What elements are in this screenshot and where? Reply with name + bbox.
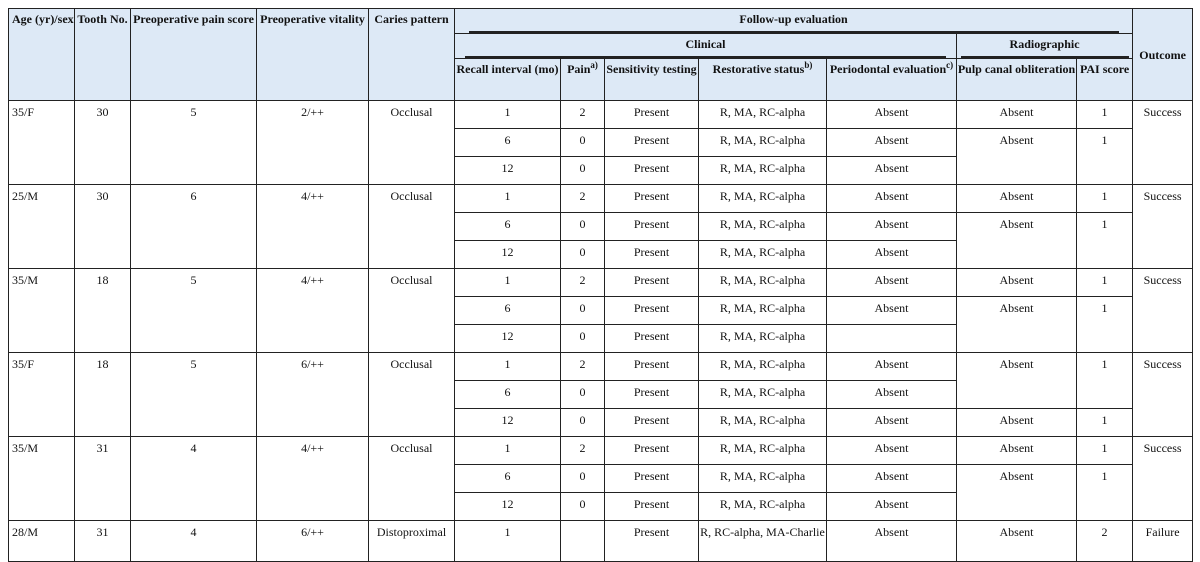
cell-recall: 12 xyxy=(455,493,561,521)
cell-sensitivity: Present xyxy=(605,269,699,297)
header-restorative-label: Restorative status xyxy=(712,62,805,76)
cell-pain: 0 xyxy=(561,409,605,437)
table-row xyxy=(9,353,1193,381)
cell-restorative: R, MA, RC-alpha xyxy=(699,185,827,213)
table-row xyxy=(9,185,1193,213)
header-sensitivity: Sensitivity testing xyxy=(605,59,699,101)
cell-restorative: R, MA, RC-alpha xyxy=(699,437,827,465)
cell-recall: 12 xyxy=(455,409,561,437)
cell-pulp: Absent xyxy=(957,353,1077,409)
table-container xyxy=(8,8,1192,562)
cell-pai: 1 xyxy=(1077,101,1133,129)
cell-recall: 6 xyxy=(455,297,561,325)
cell-vitality: 6/++ xyxy=(257,353,369,437)
header-pain-label: Pain xyxy=(567,62,591,76)
cell-vitality: 2/++ xyxy=(257,101,369,185)
cell-pain: 2 xyxy=(561,101,605,129)
cell-tooth: 30 xyxy=(75,185,131,269)
cell-restorative: R, MA, RC-alpha xyxy=(699,157,827,185)
header-clinical-label: Clinical xyxy=(465,36,946,58)
cell-pai: 1 xyxy=(1077,465,1133,521)
cell-pain: 0 xyxy=(561,297,605,325)
header-caries: Caries pattern xyxy=(369,9,455,101)
cell-pulp: Absent xyxy=(957,409,1077,437)
header-restorative-footnote: b) xyxy=(804,60,813,70)
cell-periodontal: Absent xyxy=(827,521,957,562)
cell-pain-score: 5 xyxy=(131,101,257,185)
header-pai: PAI score xyxy=(1077,59,1133,101)
header-periodontal-footnote: c) xyxy=(946,60,954,70)
table-row xyxy=(9,101,1193,129)
cell-pain: 2 xyxy=(561,185,605,213)
header-pain-score: Preoperative pain score xyxy=(131,9,257,101)
cell-outcome: Success xyxy=(1133,437,1193,521)
cell-tooth: 18 xyxy=(75,353,131,437)
cell-pai: 1 xyxy=(1077,297,1133,353)
cell-pain-score: 6 xyxy=(131,185,257,269)
cell-restorative: R, MA, RC-alpha xyxy=(699,409,827,437)
cell-recall: 12 xyxy=(455,157,561,185)
cell-outcome: Success xyxy=(1133,101,1193,185)
cell-age: 28/M xyxy=(9,521,75,562)
cell-pai: 1 xyxy=(1077,185,1133,213)
header-tooth: Tooth No. xyxy=(75,9,131,101)
header-followup xyxy=(455,9,1133,34)
cell-pai: 1 xyxy=(1077,353,1133,409)
cell-restorative: R, MA, RC-alpha xyxy=(699,213,827,241)
header-pulp: Pulp canal obliteration xyxy=(957,59,1077,101)
cell-sensitivity: Present xyxy=(605,129,699,157)
cell-vitality: 4/++ xyxy=(257,437,369,521)
cell-age: 35/F xyxy=(9,353,75,437)
cell-recall: 12 xyxy=(455,241,561,269)
header-periodontal-label: Periodontal evaluation xyxy=(829,62,947,76)
cell-periodontal: Absent xyxy=(827,269,957,297)
cell-pulp: Absent xyxy=(957,269,1077,297)
cell-periodontal: Absent xyxy=(827,465,957,493)
cell-pain: 0 xyxy=(561,381,605,409)
cell-periodontal: Absent xyxy=(827,213,957,241)
cell-vitality: 4/++ xyxy=(257,185,369,269)
header-periodontal xyxy=(827,59,957,101)
cell-recall: 1 xyxy=(455,185,561,213)
cell-age: 35/F xyxy=(9,101,75,185)
cell-periodontal: Absent xyxy=(827,185,957,213)
cell-outcome: Success xyxy=(1133,353,1193,437)
cell-tooth: 31 xyxy=(75,521,131,562)
cell-sensitivity: Present xyxy=(605,409,699,437)
cell-pain: 2 xyxy=(561,269,605,297)
cell-periodontal: Absent xyxy=(827,409,957,437)
cell-caries: Occlusal xyxy=(369,269,455,353)
cell-pulp: Absent xyxy=(957,521,1077,562)
cell-pai: 1 xyxy=(1077,129,1133,185)
cell-sensitivity: Present xyxy=(605,157,699,185)
cell-recall: 1 xyxy=(455,437,561,465)
cell-sensitivity: Present xyxy=(605,437,699,465)
cell-tooth: 18 xyxy=(75,269,131,353)
cell-periodontal xyxy=(827,325,957,353)
header-followup-label: Follow-up evaluation xyxy=(469,11,1119,33)
cell-pai: 1 xyxy=(1077,213,1133,269)
cell-pai: 1 xyxy=(1077,269,1133,297)
cell-periodontal: Absent xyxy=(827,157,957,185)
cell-restorative: R, MA, RC-alpha xyxy=(699,325,827,353)
cell-pulp: Absent xyxy=(957,213,1077,269)
cell-restorative: R, RC-alpha, MA-Charlie xyxy=(699,521,827,562)
cell-tooth: 30 xyxy=(75,101,131,185)
cell-recall: 1 xyxy=(455,101,561,129)
cell-pai: 2 xyxy=(1077,521,1133,562)
cell-sensitivity: Present xyxy=(605,325,699,353)
cell-restorative: R, MA, RC-alpha xyxy=(699,297,827,325)
cell-pulp: Absent xyxy=(957,129,1077,185)
table-row xyxy=(9,269,1193,297)
cell-outcome: Success xyxy=(1133,185,1193,269)
follow-up-table xyxy=(8,8,1193,562)
header-radiographic-label: Radiographic xyxy=(961,36,1129,58)
header-outcome: Outcome xyxy=(1133,9,1193,101)
header-radiographic xyxy=(957,34,1133,59)
cell-vitality: 6/++ xyxy=(257,521,369,562)
cell-caries: Occlusal xyxy=(369,353,455,437)
cell-pain xyxy=(561,521,605,562)
cell-sensitivity: Present xyxy=(605,493,699,521)
cell-recall: 1 xyxy=(455,269,561,297)
cell-vitality: 4/++ xyxy=(257,269,369,353)
cell-restorative: R, MA, RC-alpha xyxy=(699,269,827,297)
cell-outcome: Failure xyxy=(1133,521,1193,562)
cell-pulp: Absent xyxy=(957,101,1077,129)
cell-periodontal: Absent xyxy=(827,437,957,465)
header-age: Age (yr)/sex xyxy=(9,9,75,101)
cell-periodontal: Absent xyxy=(827,101,957,129)
cell-pain: 2 xyxy=(561,437,605,465)
header-clinical xyxy=(455,34,957,59)
cell-recall: 6 xyxy=(455,381,561,409)
cell-restorative: R, MA, RC-alpha xyxy=(699,381,827,409)
cell-pain: 2 xyxy=(561,353,605,381)
cell-sensitivity: Present xyxy=(605,241,699,269)
cell-sensitivity: Present xyxy=(605,185,699,213)
cell-caries: Occlusal xyxy=(369,101,455,185)
table-row xyxy=(9,437,1193,465)
cell-restorative: R, MA, RC-alpha xyxy=(699,353,827,381)
header-restorative xyxy=(699,59,827,101)
cell-recall: 6 xyxy=(455,129,561,157)
header-pain-footnote: a) xyxy=(590,60,598,70)
cell-caries: Occlusal xyxy=(369,437,455,521)
cell-pai: 1 xyxy=(1077,437,1133,465)
cell-pulp: Absent xyxy=(957,437,1077,465)
cell-pain: 0 xyxy=(561,465,605,493)
cell-restorative: R, MA, RC-alpha xyxy=(699,465,827,493)
cell-pain-score: 4 xyxy=(131,437,257,521)
cell-age: 35/M xyxy=(9,269,75,353)
cell-pain: 0 xyxy=(561,241,605,269)
cell-restorative: R, MA, RC-alpha xyxy=(699,129,827,157)
cell-caries: Occlusal xyxy=(369,185,455,269)
cell-pain: 0 xyxy=(561,325,605,353)
cell-sensitivity: Present xyxy=(605,101,699,129)
header-pain xyxy=(561,59,605,101)
cell-pain: 0 xyxy=(561,157,605,185)
header-vitality: Preoperative vitality xyxy=(257,9,369,101)
cell-sensitivity: Present xyxy=(605,521,699,562)
cell-sensitivity: Present xyxy=(605,213,699,241)
cell-restorative: R, MA, RC-alpha xyxy=(699,241,827,269)
cell-recall: 12 xyxy=(455,325,561,353)
cell-periodontal: Absent xyxy=(827,353,957,381)
cell-pulp: Absent xyxy=(957,297,1077,353)
cell-periodontal: Absent xyxy=(827,297,957,325)
cell-recall: 6 xyxy=(455,213,561,241)
cell-periodontal: Absent xyxy=(827,241,957,269)
cell-recall: 1 xyxy=(455,353,561,381)
cell-pain-score: 4 xyxy=(131,521,257,562)
cell-pain: 0 xyxy=(561,493,605,521)
cell-recall: 6 xyxy=(455,465,561,493)
table-row xyxy=(9,521,1193,562)
cell-periodontal: Absent xyxy=(827,381,957,409)
cell-pulp: Absent xyxy=(957,185,1077,213)
cell-caries: Distoproximal xyxy=(369,521,455,562)
header-recall: Recall interval (mo) xyxy=(455,59,561,101)
cell-outcome: Success xyxy=(1133,269,1193,353)
cell-age: 25/M xyxy=(9,185,75,269)
cell-recall: 1 xyxy=(455,521,561,562)
cell-periodontal: Absent xyxy=(827,129,957,157)
cell-tooth: 31 xyxy=(75,437,131,521)
cell-pain: 0 xyxy=(561,213,605,241)
cell-restorative: R, MA, RC-alpha xyxy=(699,101,827,129)
cell-periodontal: Absent xyxy=(827,493,957,521)
cell-restorative: R, MA, RC-alpha xyxy=(699,493,827,521)
cell-pulp: Absent xyxy=(957,465,1077,521)
cell-sensitivity: Present xyxy=(605,353,699,381)
cell-pain-score: 5 xyxy=(131,269,257,353)
cell-pai: 1 xyxy=(1077,409,1133,437)
cell-pain: 0 xyxy=(561,129,605,157)
cell-sensitivity: Present xyxy=(605,381,699,409)
cell-sensitivity: Present xyxy=(605,297,699,325)
cell-sensitivity: Present xyxy=(605,465,699,493)
cell-pain-score: 5 xyxy=(131,353,257,437)
cell-age: 35/M xyxy=(9,437,75,521)
